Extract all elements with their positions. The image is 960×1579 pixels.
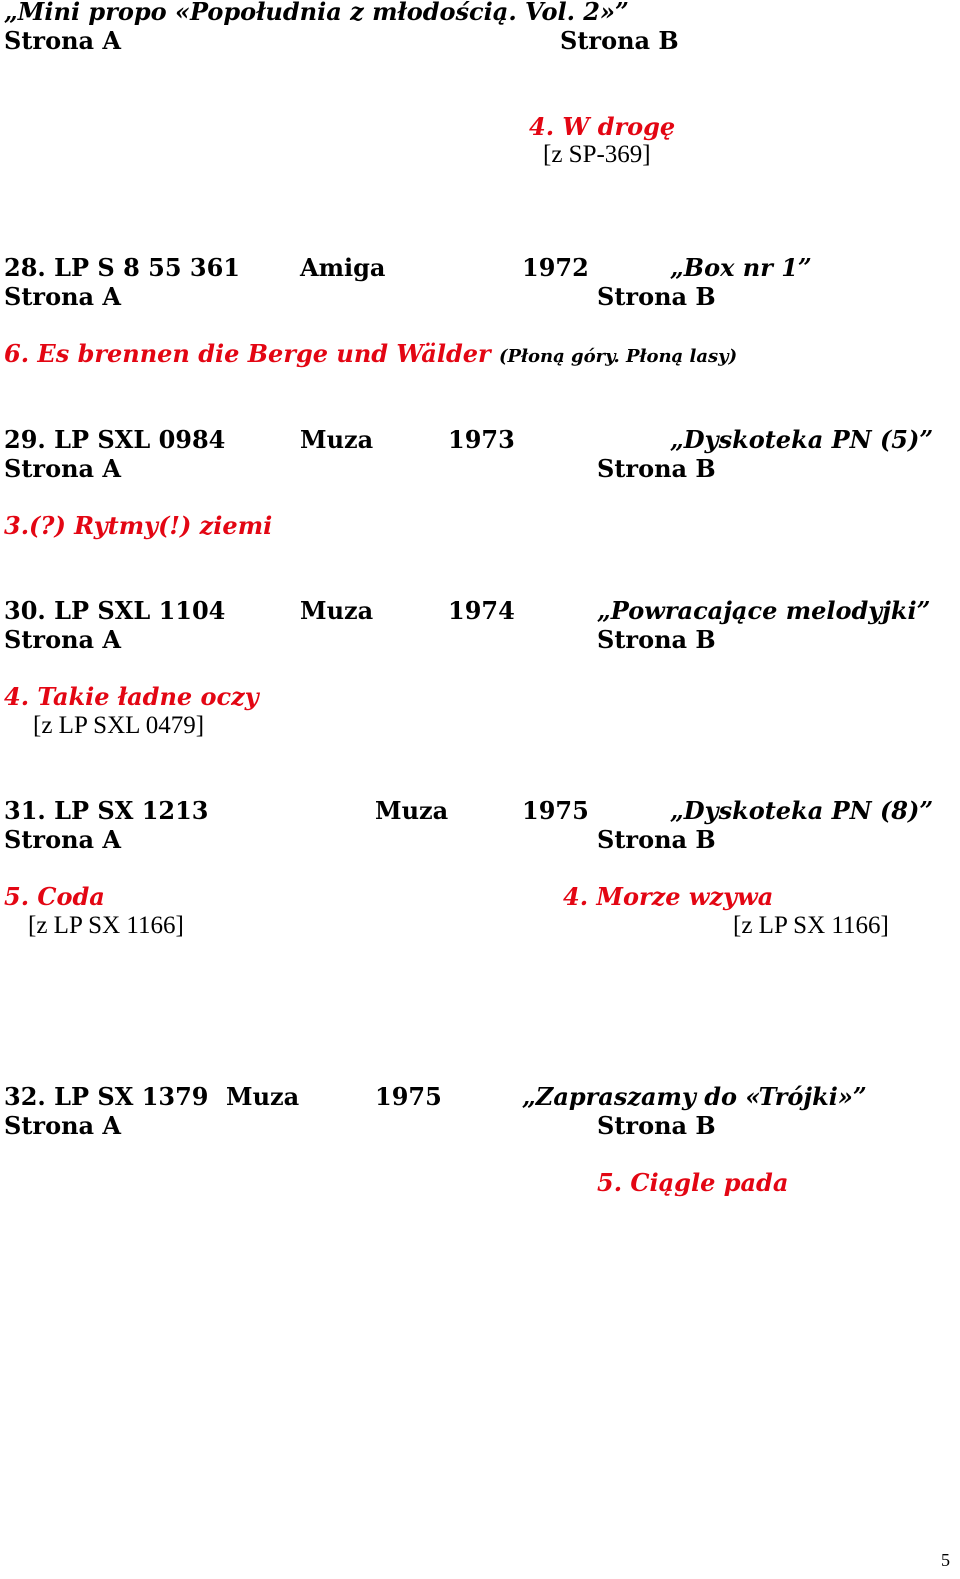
record-label: Muza <box>300 425 374 454</box>
track-a-source: [z LP SXL 0479] <box>33 712 205 739</box>
record-title: „Powracające melodyjki” <box>597 596 931 625</box>
record-number: 31. LP SX 1213 <box>4 796 209 825</box>
track-a-title: 3.(?) Rytmy(!) ziemi <box>4 511 273 540</box>
record-label: Muza <box>226 1082 300 1111</box>
record-number: 32. LP SX 1379 <box>4 1082 209 1111</box>
track-a-title <box>4 339 738 368</box>
record-year: 1975 <box>375 1082 442 1111</box>
track-a-name: 6. Es brennen die Berge und Wälder <box>4 339 491 368</box>
page-title: „Mini propo «Popołudnia z młodością. Vol. 2»” <box>4 0 629 26</box>
record-label: Amiga <box>300 253 386 282</box>
page-number: 5 <box>941 1550 950 1570</box>
side-b-label: Strona B <box>597 282 716 311</box>
record-number: 28. LP S 8 55 361 <box>4 253 240 282</box>
track-a-note: (Płoną góry. Płoną lasy) <box>499 346 738 367</box>
track-b-title: 4. Morze wzywa <box>563 882 774 911</box>
side-a-label: Strona A <box>4 825 122 854</box>
side-a-label: Strona A <box>4 1111 122 1140</box>
track-b-title: 5. Ciągle pada <box>597 1168 789 1197</box>
record-year: 1973 <box>448 425 515 454</box>
track-a-source: [z LP SX 1166] <box>28 912 184 939</box>
record-label: Muza <box>300 596 374 625</box>
record-number: 30. LP SXL 1104 <box>4 596 226 625</box>
record-year: 1974 <box>448 596 515 625</box>
record-year: 1975 <box>522 796 589 825</box>
side-b-label: Strona B <box>597 454 716 483</box>
side-a-label: Strona A <box>4 282 122 311</box>
record-year: 1972 <box>522 253 589 282</box>
track-b-title: 4. W drogę <box>529 112 676 141</box>
track-a-title: 5. Coda <box>4 882 105 911</box>
record-title: „Box nr 1” <box>670 253 812 282</box>
side-a-label: Strona A <box>4 454 122 483</box>
side-a-label: Strona A <box>4 625 122 654</box>
side-b-label: Strona B <box>597 625 716 654</box>
record-label: Muza <box>375 796 449 825</box>
side-a-label: Strona A <box>4 26 122 55</box>
side-b-label: Strona B <box>597 825 716 854</box>
side-b-label: Strona B <box>597 1111 716 1140</box>
record-number: 29. LP SXL 0984 <box>4 425 226 454</box>
side-b-label: Strona B <box>560 26 679 55</box>
record-title: „Dyskoteka PN (8)” <box>670 796 934 825</box>
record-title: „Dyskoteka PN (5)” <box>670 425 934 454</box>
track-a-title: 4. Takie ładne oczy <box>4 682 259 711</box>
track-b-source: [z LP SX 1166] <box>733 912 889 939</box>
track-b-source: [z SP-369] <box>543 141 651 168</box>
record-title: „Zapraszamy do «Trójki»” <box>522 1082 867 1111</box>
